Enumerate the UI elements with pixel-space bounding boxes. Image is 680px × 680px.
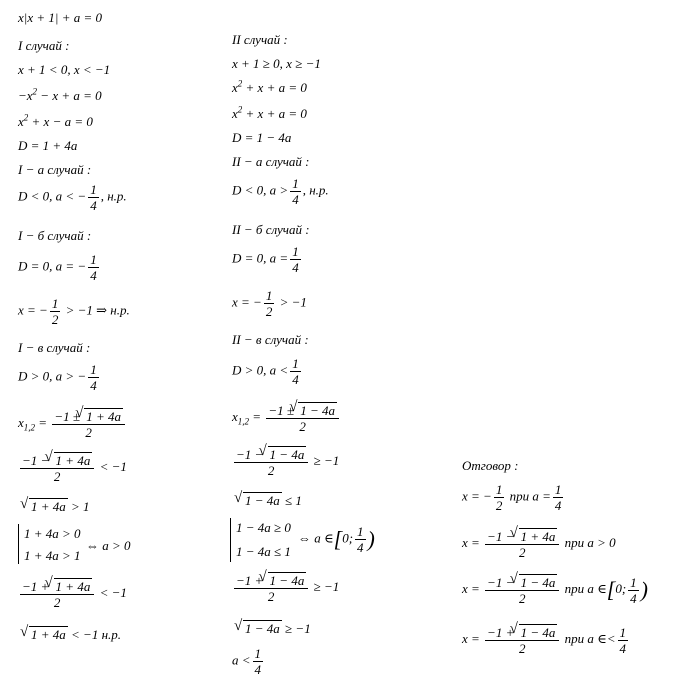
case-2v-ineq-3: $\frac{-1 + √ 1 - 4a}{2}$ ≥ −1 [232,572,339,604]
case-2v-system-result: ⇔ a ∈[0; $\frac{1}{4}$ ) [298,524,375,555]
case-1-discriminant: D = 1 + 4a [18,138,78,153]
case-2-discriminant: D = 1 − 4a [232,130,292,145]
case-1v-ineq-2: √ 1 + 4a > 1 [28,498,90,515]
case-2v-system-2: 1 − 4a ≤ 1 [236,544,291,559]
case-2a-heading: II − a случай : [232,154,310,169]
case-2-quadratic: $x^2 + x + a = 0$ [232,104,307,121]
case-1b-line: D = 0, a = − $\frac{1}{4}$ [18,252,97,283]
case-1v-system-1: 1 + 4a > 0 [24,526,81,541]
case-1v-ineq-4: √ 1 + 4a < −1 н.р. [28,626,121,643]
case-1-condition: x + 1 < 0, x < −1 [18,62,111,77]
case-1b-heading: I − б случай : [18,228,92,243]
case-1v-ineq-1: $\frac{-1 - √ 1 + 4a}{2}$ < −1 [18,452,127,484]
case-2b-heading: II − б случай : [232,222,310,237]
case-1v-heading: I − в случай : [18,340,91,355]
case-2-equation: $x^2 + x + a = 0$ [232,78,307,95]
equation: x|x + 1| + a = 0 [18,10,103,25]
case-2v-system-1: 1 − 4a ≥ 0 [236,520,291,535]
case-1v-ineq-3: $\frac{-1 + √ 1 + 4a}{2}$ < −1 [18,578,127,610]
case-2-heading: II случай : [232,32,288,47]
answer-row-4: x = $\frac{-1 + √ 1 - 4a}{2}$ при a ∈< $\frac{1}{4}$ [462,624,630,656]
case-1v-line: D > 0, a > − $\frac{1}{4}$ [18,362,97,393]
case-1b-root: x = − $\frac{1}{2}$ > −1 ⇒ н.р. [18,296,130,327]
case-2v-system-brace [230,518,231,562]
case-2-condition: x + 1 ≥ 0, x ≥ −1 [232,56,321,71]
case-2v-heading: II − в случай : [232,332,309,347]
case-1-equation: $-x^2 - x + a = 0$ [18,86,102,103]
case-2v-ineq-2: √ 1 − 4a ≤ 1 [242,492,302,509]
case-2b-root: x = − $\frac{1}{2}$ > −1 [232,288,307,319]
case-2v-final: a < $\frac{1}{4}$ [232,646,262,677]
case-2a-line: D < 0, a > $\frac{1}{4}$ , н.р. [232,176,329,207]
case-1-quadratic: $x^2 + x - a = 0$ [18,112,93,129]
case-1v-system-2: 1 + 4a > 1 [24,548,81,563]
case-1a-line: D < 0, a < − $\frac{1}{4}$ , н.р. [18,182,127,213]
case-1-heading: I случай : [18,38,70,53]
case-2v-line: D > 0, a < $\frac{1}{4}$ [232,356,299,387]
answer-heading: Отговор : [462,458,519,473]
case-2v-ineq-1: $\frac{-1 - √ 1 - 4a}{2}$ ≥ −1 [232,446,339,478]
answer-row-3: x = $\frac{-1 - √ 1 - 4a}{2}$ при a ∈[0; $\frac{1}{4}$ ) [462,574,648,606]
case-1v-roots: $x_{1,2}$ = $\frac{-1 \pm √ 1 + 4a}{2}$ [18,408,127,440]
case-2v-roots: $x_{1,2}$ = $\frac{-1 \pm √ 1 - 4a}{2}$ [232,402,341,434]
answer-row-2: x = $\frac{-1 - √ 1 + 4a}{2}$ при a > 0 [462,528,616,560]
case-1v-system-result: ⇔ a > 0 [86,538,131,553]
case-1a-heading: I − a случай : [18,162,92,177]
case-2b-line: D = 0, a = $\frac{1}{4}$ [232,244,299,275]
case-2v-ineq-4: √ 1 − 4a ≥ −1 [242,620,311,637]
case-1v-system-brace [18,524,19,564]
answer-row-1: x = − $\frac{1}{2}$ при a = $\frac{1}{4}$ [462,482,562,513]
